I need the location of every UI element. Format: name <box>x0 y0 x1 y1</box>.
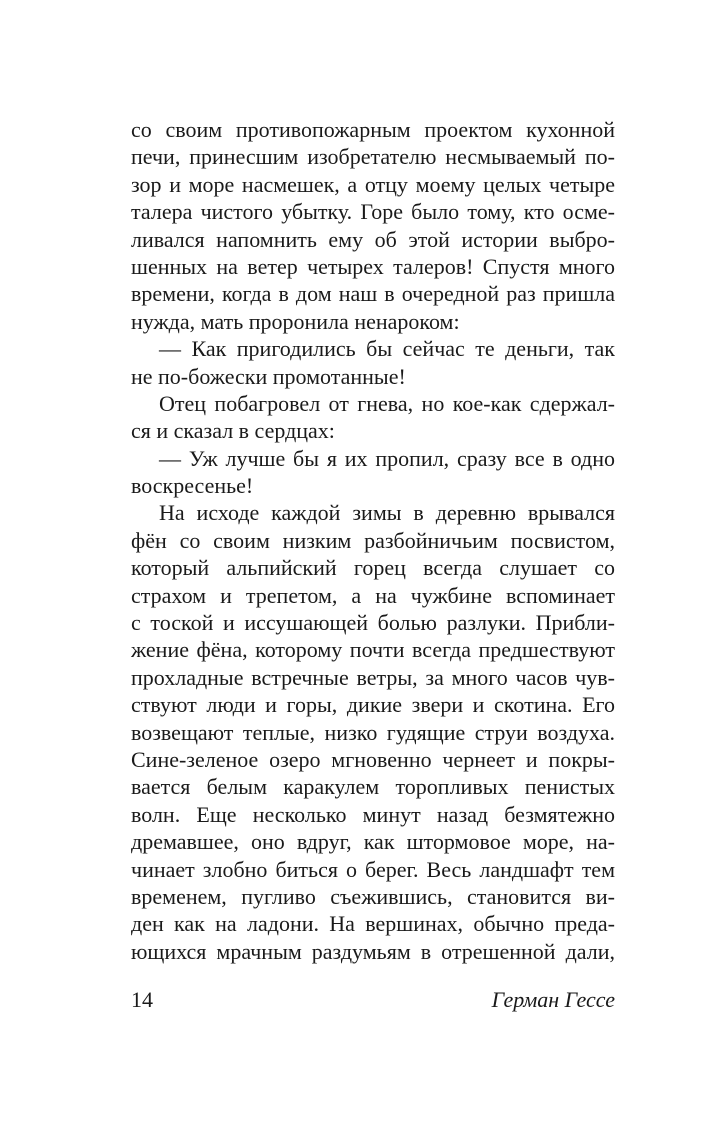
text-line: ющихся мрачным раздумьям в отрешенной дали, <box>131 938 615 964</box>
text-line: дремавшее, оно вдруг, как штормовое море, на- <box>131 829 615 855</box>
text-line: с тоской и иссушающей болью разлуки. Прибли- <box>131 610 615 636</box>
text-line: временем, пугливо съежившись, становится ви- <box>131 883 615 909</box>
text-line: На исходе каждой зимы в деревню врывался <box>159 500 615 526</box>
running-author: Герман Гессе <box>491 987 615 1012</box>
text-line: чинает злобно биться о берег. Весь ландшафт тем <box>131 856 615 882</box>
text-line: Отец побагровел от гнева, но кое-как сдержал- <box>159 390 615 416</box>
text-line: — Как пригодились бы сейчас те деньги, так <box>159 336 615 362</box>
text-line: прохладные встречные ветры, за много часов чув- <box>131 664 615 690</box>
text-line: Сине-зеленое озеро мгновенно чернеет и покры- <box>131 746 615 772</box>
text-line: воскресенье! <box>131 473 254 499</box>
text-line: — Уж лучше бы я их пропил, сразу все в одно <box>159 445 615 471</box>
text-line: волн. Еще несколько минут назад безмятежно <box>131 801 615 827</box>
text-line: вается белым каракулем торопливых пенистых <box>131 774 615 800</box>
text-line: ствуют люди и горы, дикие звери и скотина. Его <box>131 692 615 718</box>
page-number: 14 <box>131 987 153 1012</box>
page-footer <box>131 985 615 1015</box>
text-line: ден как на ладони. На вершинах, обычно преда- <box>131 911 615 937</box>
text-line: страхом и трепетом, а на чужбине вспоминает <box>131 582 615 608</box>
text-line: который альпийский горец всегда слушает со <box>131 555 615 581</box>
body-text <box>131 116 615 965</box>
text-line: ся и сказал в сердцах: <box>131 418 335 444</box>
text-line: ливался напомнить ему об этой истории выбро- <box>131 226 615 252</box>
text-line: печи, принесшим изобретателю несмываемый по- <box>131 144 615 170</box>
text-line: нужда, мать проронила ненароком: <box>131 308 460 334</box>
text-line: фён со своим низким разбойничьим посвистом, <box>131 527 615 553</box>
text-line: зор и море насмешек, а отцу моему целых четыре <box>131 171 615 197</box>
text-line: жение фёна, которому почти всегда предшествуют <box>131 637 615 663</box>
text-line: шенных на ветер четырех талеров! Спустя много <box>131 253 615 279</box>
text-line: времени, когда в дом наш в очередной раз пришла <box>131 281 615 307</box>
text-line: возвещают теплые, низко гудящие струи воздуха. <box>131 719 615 745</box>
text-line: не по-божески промотанные! <box>131 363 406 389</box>
text-line: талера чистого убытку. Горе было тому, кто осме- <box>131 199 615 225</box>
text-line: со своим противопожарным проектом кухонной <box>131 117 615 142</box>
